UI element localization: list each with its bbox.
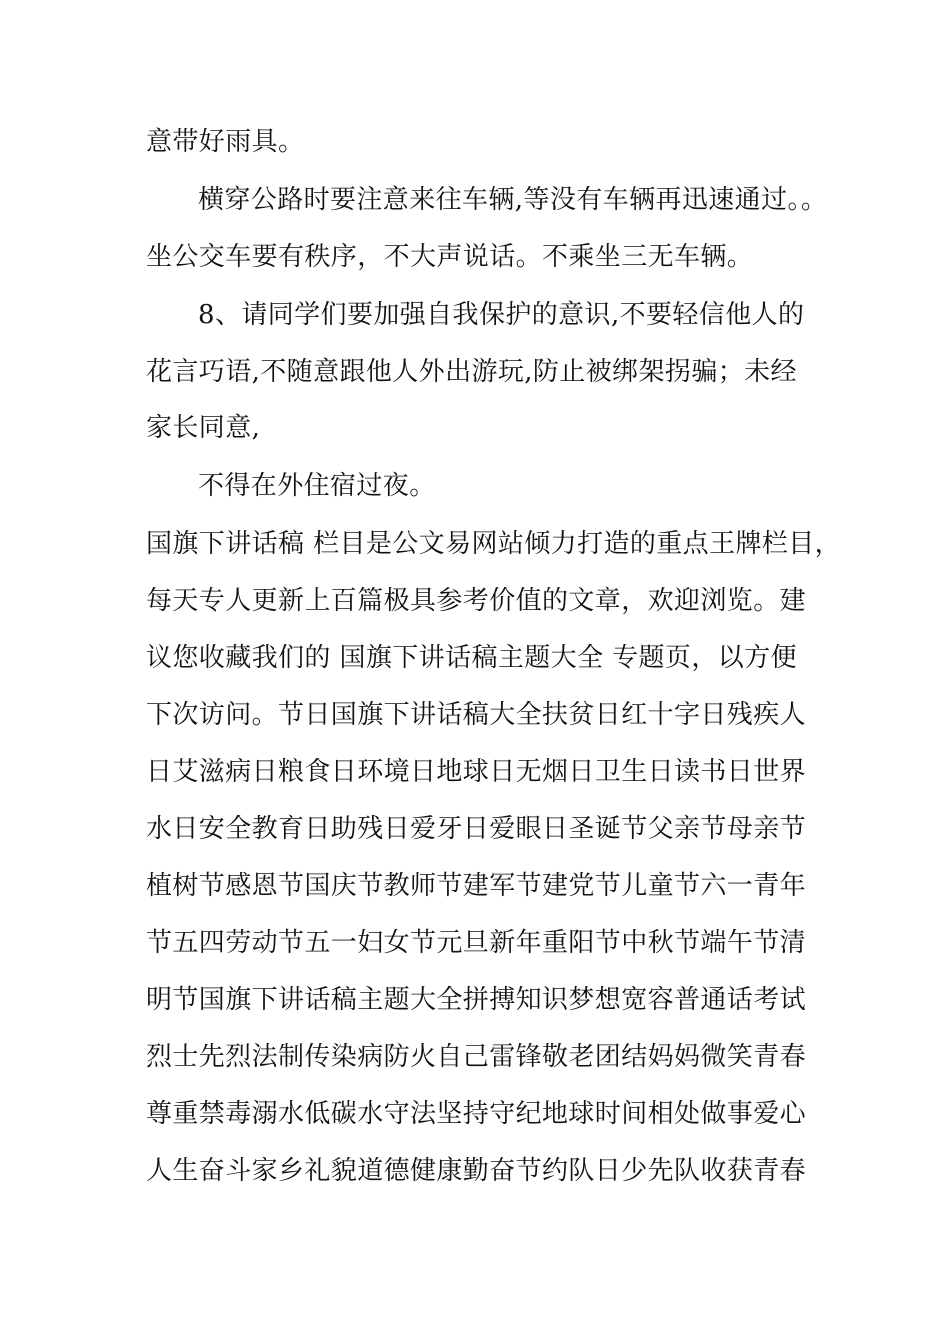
text-line: 横穿公路时要注意来往车辆,等没有车辆再迅速通过。。 bbox=[198, 185, 828, 215]
text-line: 每天专人更新上百篇极具参考价值的文章，欢迎浏览。建 bbox=[146, 586, 807, 616]
text-line: 下次访问。节日国旗下讲话稿大全扶贫日红十字日残疾人 bbox=[146, 700, 807, 730]
text-line: 人生奋斗家乡礼貌道德健康勤奋节约队日少先队收获青春 bbox=[146, 1156, 807, 1186]
text-line: 节五四劳动节五一妇女节元旦新年重阳节中秋节端午节清 bbox=[146, 928, 807, 958]
text-line: 国旗下讲话稿 栏目是公文易网站倾力打造的重点王牌栏目， bbox=[146, 529, 842, 559]
text-line: 坐公交车要有秩序，不大声说话。不乘坐三无车辆。 bbox=[146, 242, 754, 272]
text-line: 水日安全教育日助残日爱牙日爱眼日圣诞节父亲节母亲节 bbox=[146, 814, 807, 844]
text-line: 不得在外住宿过夜。 bbox=[198, 471, 436, 501]
text-line: 意带好雨具。 bbox=[146, 127, 305, 157]
text-line: 花言巧语,不随意跟他人外出游玩,防止被绑架拐骗；未经 bbox=[146, 357, 797, 387]
text-line: 8、请同学们要加强自我保护的意识,不要轻信他人的 bbox=[198, 300, 805, 330]
text-line: 明节国旗下讲话稿主题大全拼搏知识梦想宽容普通话考试 bbox=[146, 985, 807, 1015]
text-line: 尊重禁毒溺水低碳水守法坚持守纪地球时间相处做事爱心 bbox=[146, 1099, 807, 1129]
text-line: 烈士先烈法制传染病防火自己雷锋敬老团结妈妈微笑青春 bbox=[146, 1042, 807, 1072]
text-line: 议您收藏我们的 国旗下讲话稿主题大全 专题页，以方便 bbox=[146, 643, 797, 673]
text-line: 日艾滋病日粮食日环境日地球日无烟日卫生日读书日世界 bbox=[146, 757, 807, 787]
text-line: 家长同意, bbox=[146, 413, 261, 443]
text-line: 植树节感恩节国庆节教师节建军节建党节儿童节六一青年 bbox=[146, 871, 807, 901]
